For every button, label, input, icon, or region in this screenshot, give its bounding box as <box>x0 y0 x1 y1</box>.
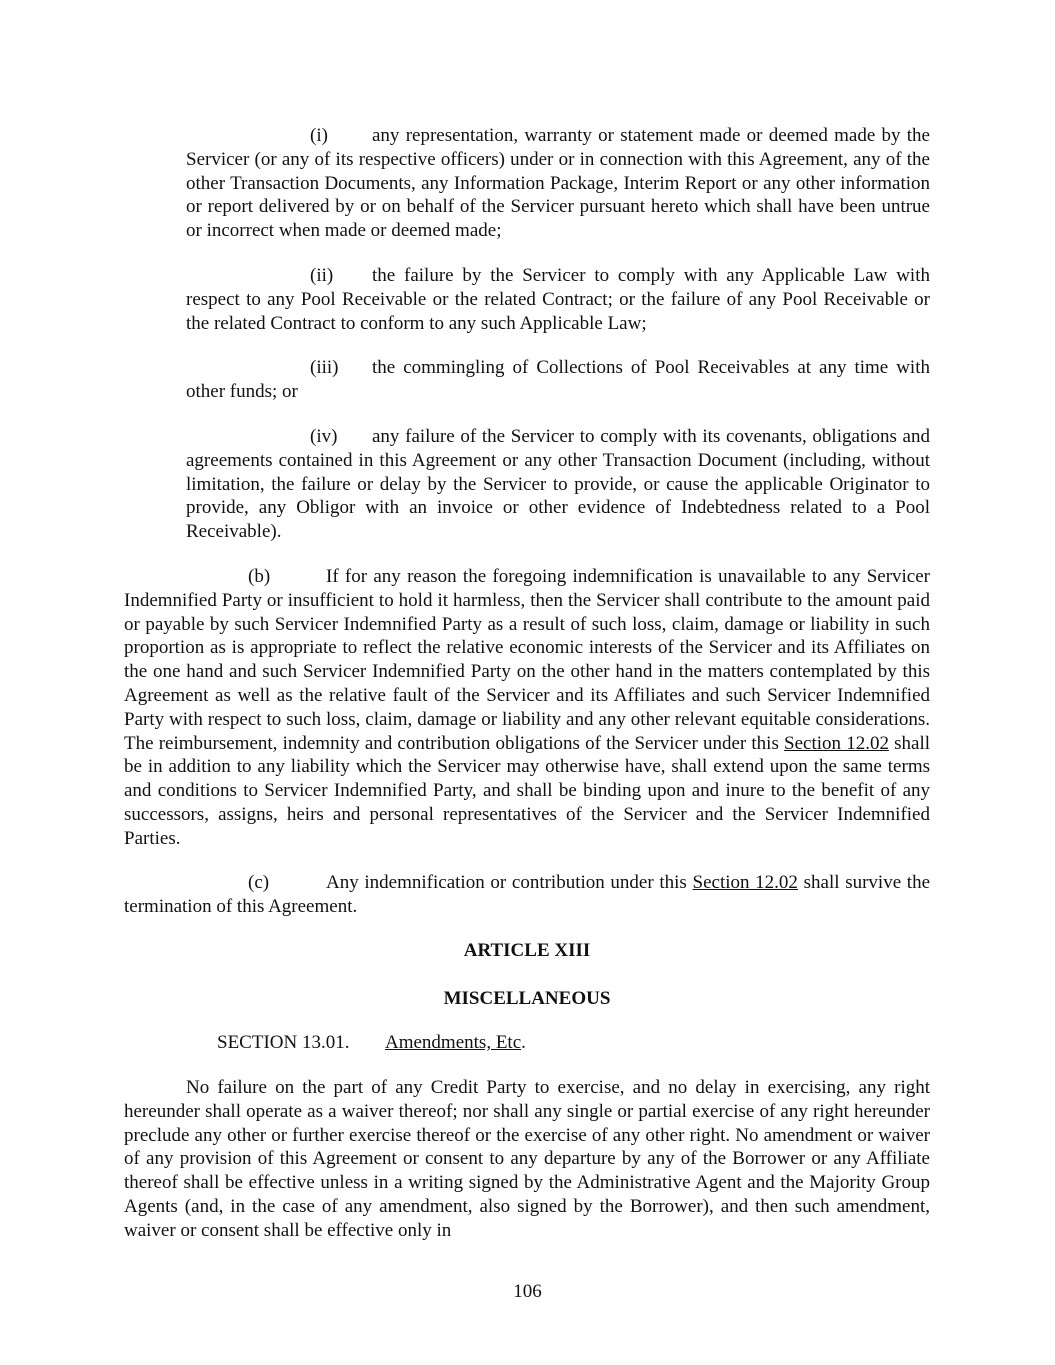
sub-item-text: the commingling of Collections of Pool Receivables at any time with other funds; or <box>186 357 930 402</box>
page-number: 106 <box>513 1281 542 1302</box>
sub-item-iv <box>186 425 930 544</box>
article-number: ARTICLE XIII <box>463 940 591 961</box>
section-heading <box>217 1031 917 1055</box>
sub-item-iii <box>186 356 930 404</box>
paragraph-text: shall be in addition to any liability which the Servicer may otherwise have, shall extend upon the same terms and conditions to Servicer Indemnified Party, and shall be binding upon and inure to the benefit of any successors, assigns, heirs and personal representatives of the Servicer and the Servicer Indemnified Parties. <box>124 732 931 849</box>
paragraph-text: shall survive the termination of this Agreement. <box>124 872 931 917</box>
sub-item-ii <box>186 264 930 335</box>
sub-item-label: (ii) <box>310 265 334 286</box>
paragraph-label: (b) <box>248 566 271 587</box>
sub-item-text: any failure of the Servicer to comply with its covenants, obligations and agreements contained in this Agreement or any other Transaction Document (including, without limitation, the failure or delay by the Servicer to provide, or cause the applicable Originator to provide, any Obligor with an invoice or other evidence of Indebtedness related to a Pool Receivable). <box>186 426 930 543</box>
sub-item-text: any representation, warranty or statement made or deemed made by the Servicer (or any of its respective officers) under or in connection with this Agreement, any of the other Transaction Documents, any Information Package, Interim Report or any other information or report delivered by or on behalf of the Servicer pursuant hereto which shall have been untrue or incorrect when made or deemed made; <box>186 125 930 242</box>
paragraph-c <box>124 871 930 919</box>
sub-item-label: (i) <box>310 125 328 146</box>
paragraph-label: (c) <box>248 872 270 893</box>
article-title: MISCELLANEOUS <box>443 988 611 1009</box>
paragraph-b <box>124 565 930 851</box>
paragraph-text: Any indemnification or contribution under this <box>326 872 687 893</box>
sub-item-label: (iv) <box>310 426 338 447</box>
section-reference: Section 12.02 <box>784 732 889 754</box>
section-number: SECTION 13.01. <box>217 1032 350 1053</box>
sub-item-text: the failure by the Servicer to comply with any Applicable Law with respect to any Pool Receivable or the related Contract; or the failure of any Pool Receivable or the related Contract to conform to any such Applicable Law; <box>186 265 930 334</box>
section-reference: Section 12.02 <box>692 872 798 893</box>
sub-item-label: (iii) <box>310 357 339 378</box>
sub-item-i <box>186 124 930 243</box>
section-title-period: . <box>521 1032 526 1053</box>
body-paragraph: No failure on the part of any Credit Party to exercise, and no delay in exercising, any right hereunder shall operate as a waiver thereof; nor shall any single or partial exercise of any right hereunder preclude any other or further exercise thereof or the exercise of any other right. No amendment or waiver of any provision of this Agreement or consent to any departure by any of the Borrower or any Affiliate thereof shall be effective unless in a writing signed by the Administrative Agent and the Majority Group Agents (and, in the case of any amendment, also signed by the Borrower), and then such amendment, waiver or consent shall be effective only in <box>124 1077 930 1241</box>
paragraph-text: If for any reason the foregoing indemnification is unavailable to any Servicer Indemnified Party or insufficient to hold it harmless, then the Servicer shall contribute to the amount paid or payable by such Servicer Indemnified Party as a result of such loss, claim, damage or liability in such proportion as is appropriate to reflect the relative economic interests of the Servicer and its Affiliates on the one hand and such Servicer Indemnified Party on the other hand in the matters contemplated by this Agreement as well as the relative fault of the Servicer and its Affiliates and such Servicer Indemnified Party with respect to such loss, claim, damage or liability and any other relevant equitable considerations. The reimbursement, indemnity and contribution obligations of the Servicer under this <box>124 566 930 754</box>
section-title: Amendments, Etc <box>385 1032 522 1053</box>
